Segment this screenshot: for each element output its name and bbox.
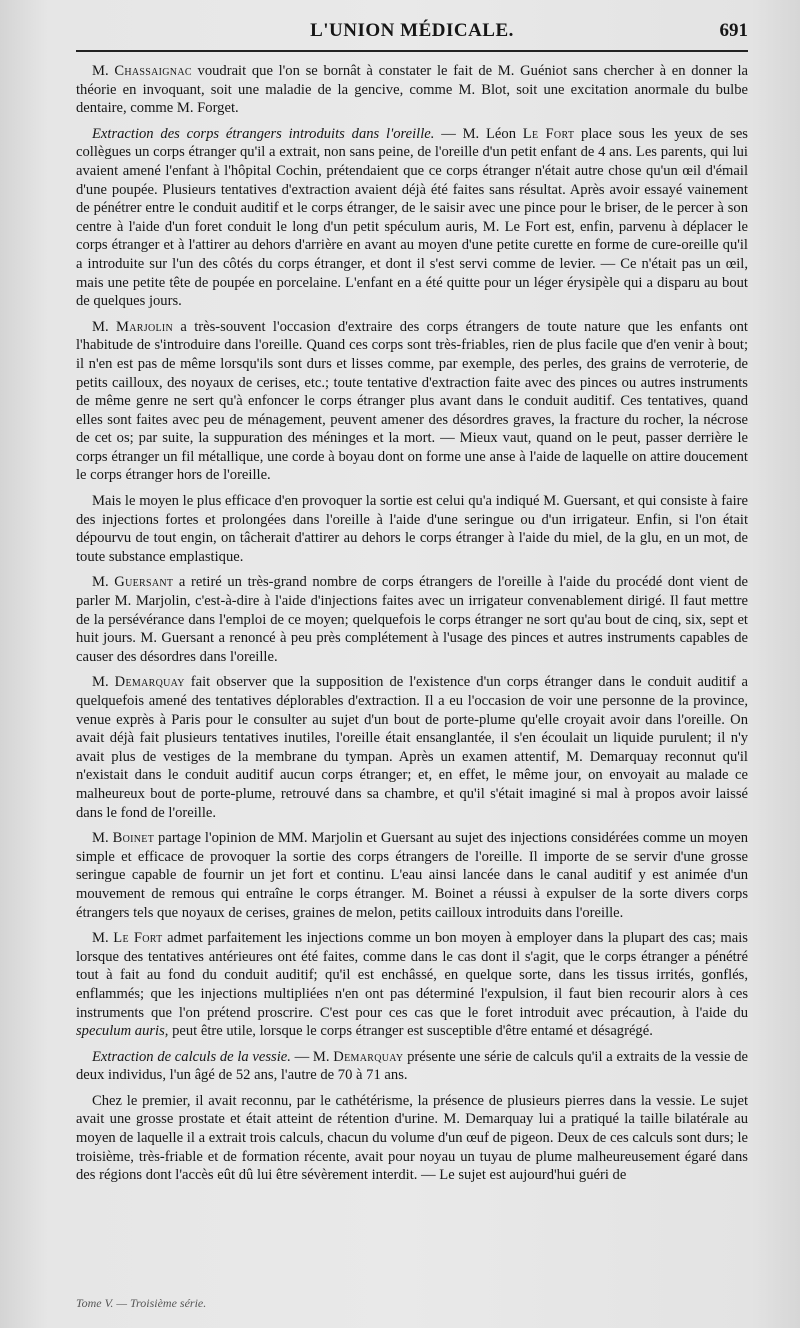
text-run: Mais le moyen le plus efficace d'en provoquer la sortie est celui qu'a indiqué M. Guersant, et qui consiste à faire des injections fortes et prolongées dans l'oreille à l'aide d'une seringue ou d'un irrigateur. Enfin, si l'on était dépourvu de tout engin, on tâcherait d'attirer au dehors le corps étranger à l'aide du miel, de la glu, en un mot, de toute substance emplastique. <box>76 493 748 565</box>
text-run: Chez le premier, il avait reconnu, par le cathétérisme, la présence de plusieurs pierres dans la vessie. Le sujet avait une grosse prostate et était atteint de rétention d'urine. M. Demarquay lui a pratiqué la taille bilatérale au moyen de laquelle il a extrait trois calculs, chacun du volume d'un œuf de pigeon. Deux de ces calculs sont durs; le troisième, très-friable et de formation récente, avait pour noyau un tuyau de plume malheureusement égaré dans des régions dont l'accès eût dû lui être sévèrement interdit. — Le sujet est aujourd'hui guéri de <box>76 1092 748 1184</box>
text-run: admet parfaitement les injections comme un bon moyen à employer dans la plupart des cas; mais lorsque des tentatives antérieures ont été faites, comme dans le cas dont il s'agit, que le corps étranger a pénétré tout à fait au fond du conduit auditif; qu'il est enchâssé, en quelque sorte, dans les tissus irrités, gonflés, enflammés; que les injections multipliées n'en ont pas déterminé l'expulsion, il faut bien recourir alors à ces instruments que l'on prétend proscrire. C'est pour ces cas que le foret introduit avec précaution, à l'aide du <box>76 930 748 1021</box>
text-run: a très-souvent l'occasion d'extraire des corps étrangers de toute nature que les enfants ont l'habitude de s'introduire dans l'oreille. Quand ces corps sont très-friables, rien de plus facile que d'en venir à bout; il n'en est pas de même lorsqu'ils sont durs et lisses comme, par exemple, des perles, des grains de verroterie, de petits cailloux, des noyaux de cerises, etc.; toute tentative d'extraction faite avec des pinces ou autres instruments de même genre ne sert qu'à enfoncer le corps étranger plus avant dans le conduit auditif. Ces tentatives, quand elles sont faites avec peu de ménagement, peuvent amener des désordres graves, la fracture du rocher, la nécrose de cet os; par suite, la suppuration des méninges et la mort. — Mieux vaut, quand on le peut, passer derrière le corps étranger un fil métallique, une corde à boyau dont on forme une anse à l'aide de laquelle on attire doucement le corps étranger hors de l'oreille. <box>76 318 748 484</box>
header-rule <box>76 50 748 52</box>
paragraph <box>76 929 748 1041</box>
paragraph <box>76 673 748 822</box>
speaker-name: Demarquay <box>114 674 185 691</box>
paragraph <box>76 125 748 311</box>
running-title: L'UNION MÉDICALE. <box>310 20 514 41</box>
text-run: voudrait que l'on se bornât à constater le fait de M. Guéniot sans chercher à en donner la théorie en invoquant, soit une maladie de la gencive, comme M. Blot, soit une excitation anormale du bulbe dentaire, comme M. Forget. <box>76 63 748 117</box>
speaker-name: Le Fort <box>113 930 163 947</box>
text-run: M. <box>92 318 116 335</box>
text-run: M. <box>92 830 113 847</box>
italic-text: Extraction des corps étrangers introduits dans l'oreille. <box>92 125 435 142</box>
page-header <box>76 18 748 48</box>
paragraph <box>76 62 748 118</box>
italic-text: speculum auris <box>76 1023 165 1040</box>
text-run: M. <box>92 674 115 691</box>
speaker-name: Marjolin <box>115 318 174 335</box>
speaker-name: Chassaignac <box>114 63 192 79</box>
text-run: , peut être utile, lorsque le corps étranger est susceptible d'être entamé et désagrégé. <box>164 1023 653 1040</box>
paragraph <box>76 1048 748 1085</box>
paragraph <box>76 492 748 566</box>
text-run: M. <box>92 63 115 79</box>
text-run: M. <box>92 574 115 591</box>
speaker-name: Boinet <box>112 830 155 847</box>
text-run: fait observer que la supposition de l'existence d'un corps étranger dans le conduit auditif a quelquefois amené des tentatives déplorables d'extraction. Il a eu l'occasion de voir une personne de la province, venue exprès à Paris pour le consulter au sujet d'un bout de porte-plume qu'elle croyait avoir dans l'oreille. On avait déjà fait plusieurs tentatives inutiles, l'oreille était ensanglantée, il s'en écoulait un liquide purulent; il n'y avait plus de vestiges de la membrane du tympan. Après un examen attentif, M. Demarquay reconnut qu'il n'existait dans le conduit auditif aucun corps étranger; et, en effet, le même jour, on envoyait au malade ce malheureux bout de porte-plume, retrouvé dans sa chambre, et qu'il s'était imaginé si mal à propos avoir laissé dans le fond de l'oreille. <box>76 674 748 821</box>
page-number: 691 <box>719 20 748 41</box>
text-run: a retiré un très-grand nombre de corps étrangers de l'oreille à l'aide du procédé dont vient de parler M. Marjolin, c'est-à-dire à l'aide d'injections faites avec un irrigateur convenablement dirigé. Il faut mettre de la persévérance dans l'emploi de ce moyen; quelquefois le corps étranger ne sort qu'au bout de cinq, six, sept et huit jours. M. Guersant a renoncé à peu près complétement à l'usage des pinces et autres instruments capables de causer des désordres dans l'oreille. <box>76 574 748 665</box>
text-run: partage l'opinion de MM. Marjolin et Guersant au sujet des injections considérées comme un moyen simple et efficace de provoquer la sortie des corps étrangers de l'oreille. Il importe de se servir d'une grosse seringue capable de fournir un jet fort et continu. L'eau ainsi lancée dans le canal auditif y est animée d'un mouvement de remous qui entraîne le corps étranger. M. Boinet a réussi à expulser de la sorte divers corps étrangers tels que noyaux de cerises, graines de melon, petits cailloux introduits dans l'oreille. <box>76 830 748 921</box>
paragraph <box>76 318 748 485</box>
speaker-name: Guersant <box>114 574 174 591</box>
text-run: — M. <box>290 1048 334 1065</box>
text-run: présente une série de calculs qu'il a extraits de la vessie de deux individus, l'un âgé de 52 ans, l'autre de 70 à 71 ans. <box>76 1048 749 1084</box>
paragraph <box>76 573 748 666</box>
paragraph <box>76 1092 748 1185</box>
italic-text: Extraction de calculs de la vessie. <box>92 1048 291 1065</box>
text-run: M. <box>92 930 114 947</box>
text-run: — M. Léon <box>434 125 523 142</box>
body-text <box>76 62 748 1192</box>
text-run: place sous les yeux de ses collègues un corps étranger qu'il a extrait, non sans peine, de l'oreille d'un petit enfant de 4 ans. Les parents, qui lui avaient amené l'enfant à l'hôpital Cochin, prétendaient que ce corps étranger n'était autre chose qu'un œil d'émail d'une poupée. Plusieurs tentatives d'extraction avaient déjà été faites sans résultat. Après avoir essayé vainement de pénétrer entre le conduit auditif et le corps étranger, de le saisir avec une pince pour le briser, de le percer à son centre à l'aide d'un foret conduit le long d'un petit spéculum auris, M. Le Fort est, enfin, parvenu à déplacer le corps étranger et à l'attirer au dehors d'arrière en avant au moyen d'une petite curette en forme de cure-oreille qu'il a introduite sur l'un des côtés du corps étranger, et dont il s'est servi comme de levier. — Ce n'était pas un œil, mais une petite tête de poupée en porcelaine. L'enfant en a été quitte pour un léger érysipèle qui a disparu au bout de quelques jours. <box>76 125 748 310</box>
speaker-name: Le Fort <box>522 125 575 142</box>
footer-note: Tome V. — Troisième série. <box>76 1296 207 1310</box>
paragraph <box>76 829 748 922</box>
speaker-name: Demarquay <box>333 1048 404 1065</box>
